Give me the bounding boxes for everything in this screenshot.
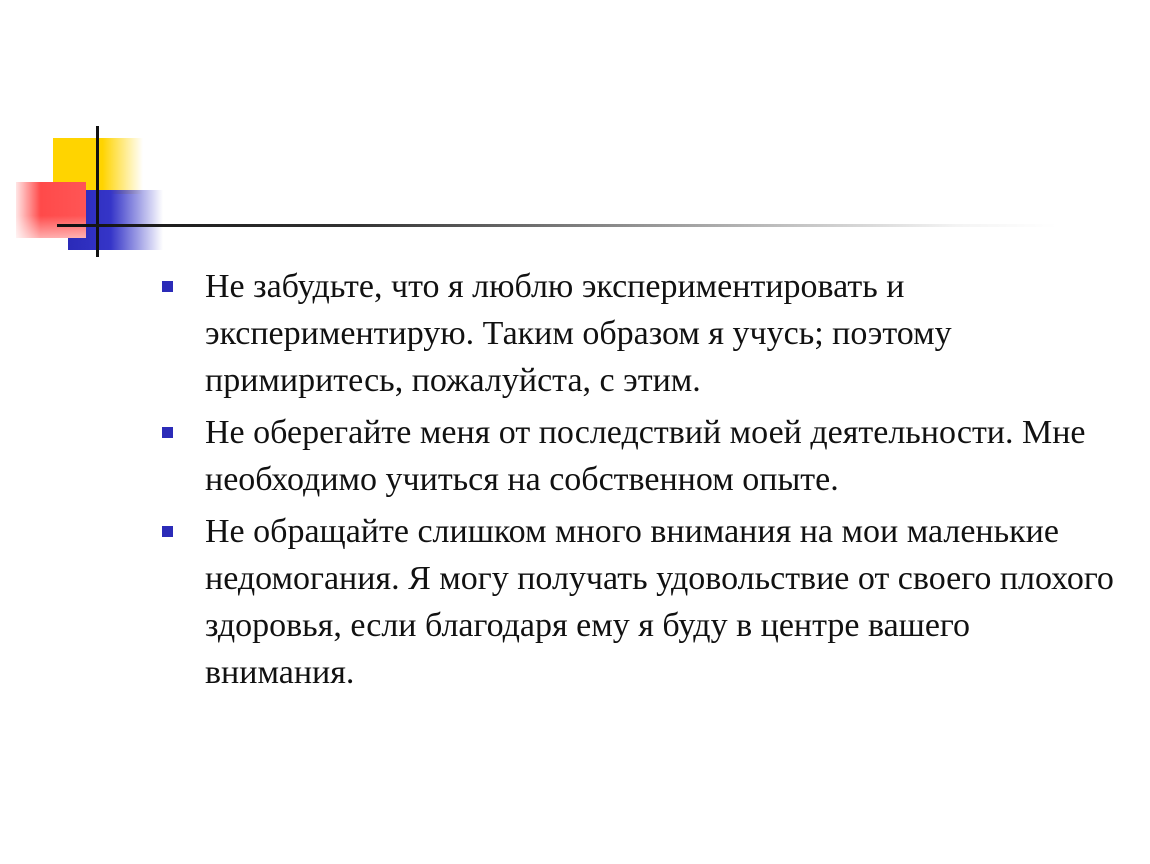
bullet-text: Не забудьте, что я люблю экспериментировать и экспериментирую. Таким образом я учусь; поэтому примиритесь, пожалуйста, с этим. [205,268,952,399]
bullet-list [162,263,1122,701]
list-item [162,508,1122,696]
square-bullet-icon [162,281,173,292]
list-item [162,263,1122,404]
bullet-text: Не оберегайте меня от последствий моей деятельности. Мне необходимо учиться на собственном опыте. [205,414,1086,498]
decorative-red-fade [16,182,86,238]
square-bullet-icon [162,427,173,438]
decorative-horizontal-rule [57,224,1057,227]
square-bullet-icon [162,526,173,537]
bullet-text: Не обращайте слишком много внимания на мои маленькие недомогания. Я могу получать удовольствие от своего плохого здоровья, если благодаря ему я буду в центре вашего внимания. [205,513,1114,691]
decorative-vertical-line [96,126,99,257]
list-item [162,409,1122,503]
